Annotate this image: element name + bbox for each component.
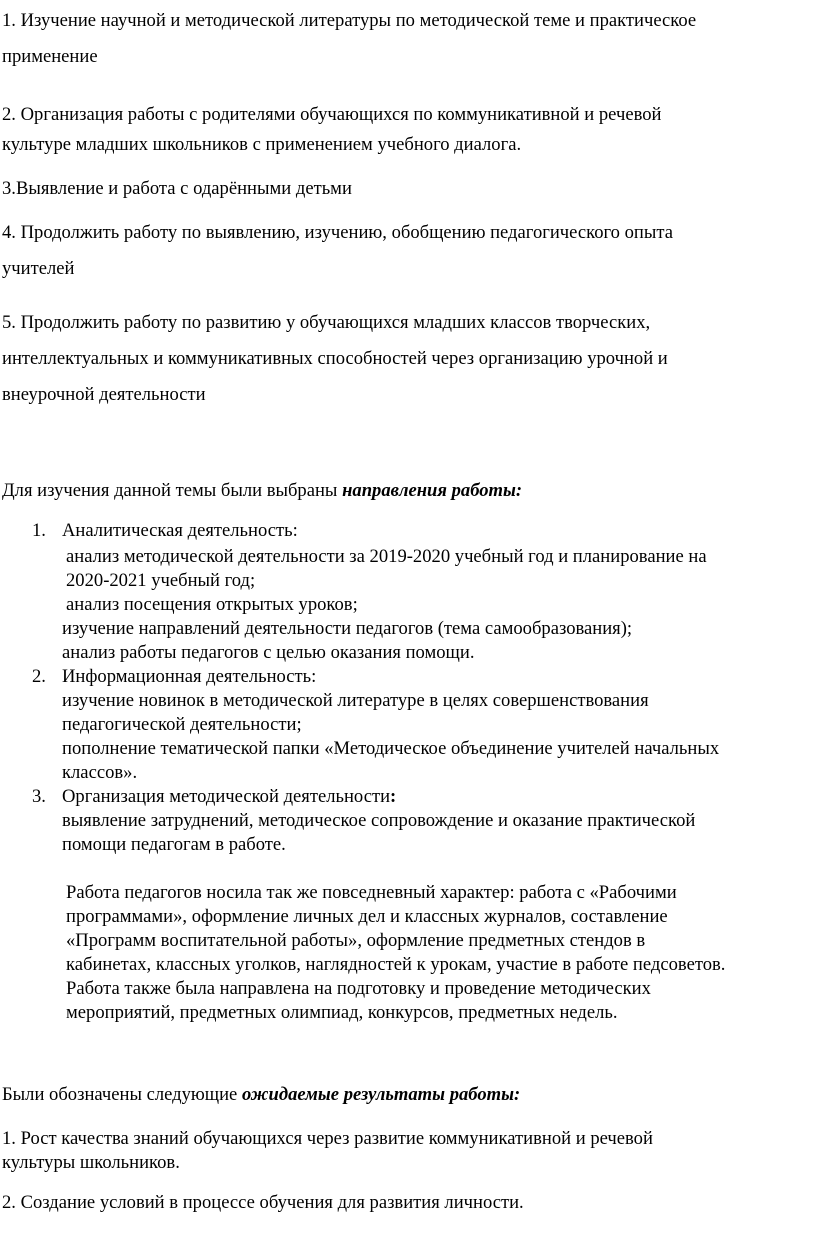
- directions-emphasis: направления работы:: [342, 480, 523, 501]
- goal-1-line-1: 1. Изучение научной и методической литературы по методической теме и практическое: [2, 10, 697, 31]
- direction-1-number: 1.: [32, 520, 46, 541]
- goal-5-line-2: интеллектуальных и коммуникативных способностей через организацию урочной и: [2, 348, 668, 369]
- daily-work-line-1: Работа педагогов носила так же повседневный характер: работа с «Рабочими: [66, 882, 677, 903]
- direction-1-line-1: анализ методической деятельности за 2019-2020 учебный год и планирование на: [66, 546, 707, 567]
- daily-work-line-5: Работа также была направлена на подготовку и проведение методических: [66, 978, 651, 999]
- goal-2-line-2: культуре младших школьников с применением учебного диалога.: [2, 134, 522, 155]
- direction-2-line-2: педагогической деятельности;: [62, 714, 302, 735]
- goal-4-line-2: учителей: [2, 258, 75, 279]
- goal-1-line-2: применение: [2, 46, 98, 67]
- direction-3-number: 3.: [32, 786, 46, 807]
- direction-3-title-colon: :: [390, 786, 397, 807]
- goal-4-line-1: 4. Продолжить работу по выявлению, изучению, обобщению педагогического опыта: [2, 222, 673, 243]
- direction-1-line-4: изучение направлений деятельности педагогов (тема самообразования);: [62, 618, 633, 639]
- direction-2-line-1: изучение новинок в методической литературе в целях совершенствования: [62, 690, 649, 711]
- result-2-line-1: 2. Создание условий в процессе обучения для развития личности.: [2, 1192, 524, 1213]
- direction-3-line-1: выявление затруднений, методическое сопровождение и оказание практической: [62, 810, 696, 831]
- directions-intro: Для изучения данной темы были выбраны: [2, 480, 343, 501]
- direction-2-title: Информационная деятельность:: [62, 666, 317, 687]
- results-emphasis: ожидаемые результаты работы:: [241, 1084, 521, 1105]
- direction-1-line-2: 2020-2021 учебный год;: [66, 570, 256, 591]
- goal-5-line-3: внеурочной деятельности: [2, 384, 206, 405]
- results-heading: [2, 1084, 520, 1106]
- direction-2-line-4: классов».: [62, 762, 138, 783]
- result-1-line-2: культуры школьников.: [2, 1152, 180, 1173]
- direction-2-line-3: пополнение тематической папки «Методическое объединение учителей начальных: [62, 738, 720, 759]
- direction-1-line-5: анализ работы педагогов с целью оказания помощи.: [62, 642, 475, 663]
- directions-heading: [2, 480, 522, 502]
- direction-1-title: Аналитическая деятельность:: [62, 520, 298, 541]
- goal-5-line-1: 5. Продолжить работу по развитию у обучающихся младших классов творческих,: [2, 312, 651, 333]
- direction-1-line-3: анализ посещения открытых уроков;: [66, 594, 358, 615]
- goal-2-line-1: 2. Организация работы с родителями обучающихся по коммуникативной и речевой: [2, 104, 662, 125]
- daily-work-line-2: программами», оформление личных дел и классных журналов, составление: [66, 906, 668, 927]
- results-intro: Были обозначены следующие: [2, 1084, 242, 1105]
- direction-3-line-2: помощи педагогам в работе.: [62, 834, 286, 855]
- daily-work-line-6: мероприятий, предметных олимпиад, конкурсов, предметных недель.: [66, 1002, 618, 1023]
- direction-3-title-wrap: [62, 786, 396, 808]
- daily-work-line-3: «Программ воспитательной работы», оформление предметных стендов в: [66, 930, 646, 951]
- daily-work-line-4: кабинетах, классных уголков, наглядностей к урокам, участие в работе педсоветов.: [66, 954, 726, 975]
- direction-3-title: Организация методической деятельности: [62, 786, 391, 807]
- goal-3-line-1: 3.Выявление и работа с одарёнными детьми: [2, 178, 352, 199]
- direction-2-number: 2.: [32, 666, 46, 687]
- result-1-line-1: 1. Рост качества знаний обучающихся через развитие коммуникативной и речевой: [2, 1128, 653, 1149]
